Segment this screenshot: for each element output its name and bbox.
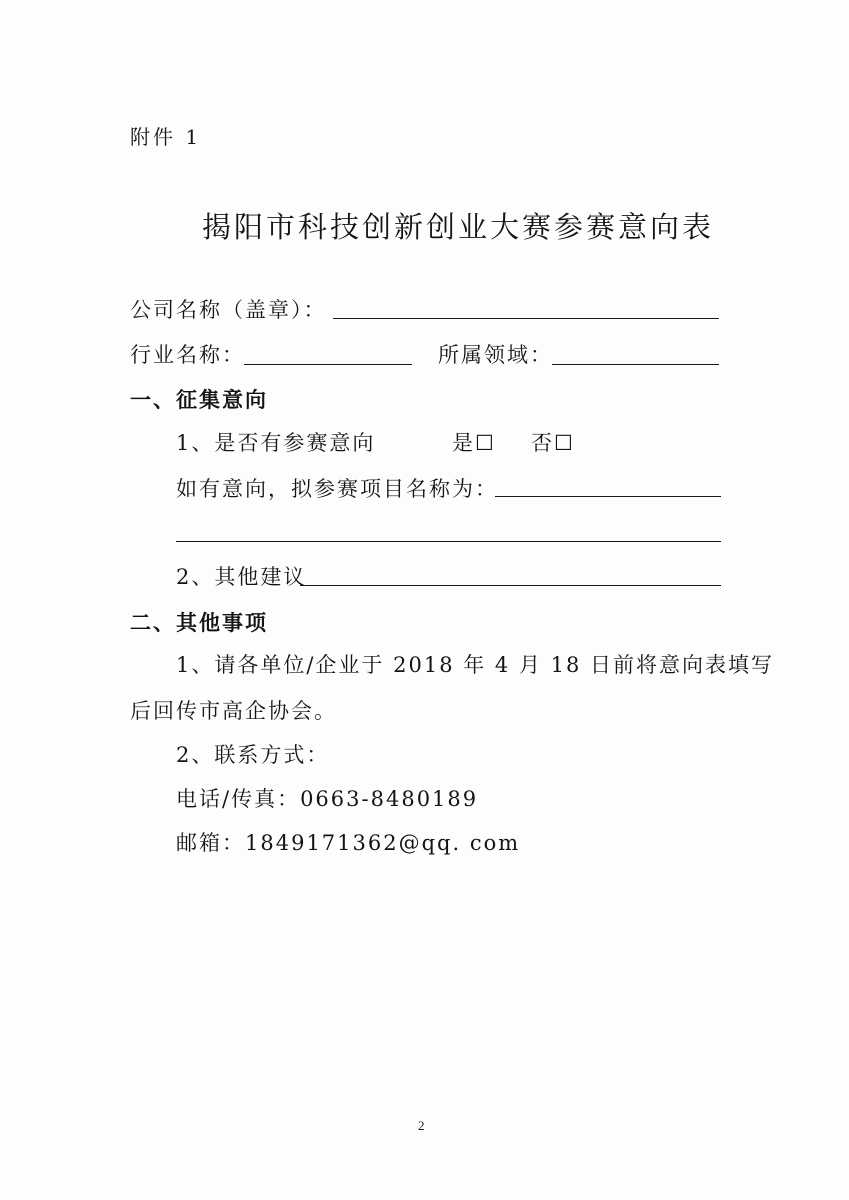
phone-fax: 电话/传真：0663-8480189 (176, 787, 479, 811)
industry-name-label: 行业名称： (130, 343, 245, 367)
section1-heading: 一、征集意向 (130, 387, 268, 412)
project-name-field[interactable] (495, 496, 721, 497)
participation-question: 1、是否有参赛意向 (176, 431, 376, 455)
project-name-label: 如有意向，拟参赛项目名称为： (176, 477, 498, 501)
other-suggestions-field[interactable] (300, 585, 721, 586)
company-name-label: 公司名称（盖章）： (130, 298, 327, 322)
deadline-instruction: 1、请各单位/企业于 2018 年 4 月 18 日前将意向表填写 (176, 653, 775, 677)
page-number: 2 (418, 1118, 425, 1133)
project-name-field-continued[interactable] (176, 541, 721, 542)
section2-heading: 二、其他事项 (130, 610, 268, 635)
company-name-field[interactable] (333, 318, 719, 319)
attachment-label: 附件 1 (130, 125, 202, 149)
page-title: 揭阳市科技创新创业大赛参赛意向表 (202, 210, 715, 244)
deadline-instruction-continued: 后回传市高企协会。 (130, 699, 337, 723)
email-address: 邮箱：1849171362@qq. com (176, 831, 521, 855)
industry-name-field[interactable] (244, 364, 412, 365)
field-input[interactable] (552, 364, 719, 365)
other-suggestions-label: 2、其他建议 (176, 565, 307, 589)
yes-checkbox[interactable]: 是☐ (452, 431, 496, 455)
contact-heading: 2、联系方式： (176, 743, 330, 767)
no-checkbox[interactable]: 否☐ (531, 431, 575, 455)
field-label: 所属领域： (438, 343, 553, 367)
